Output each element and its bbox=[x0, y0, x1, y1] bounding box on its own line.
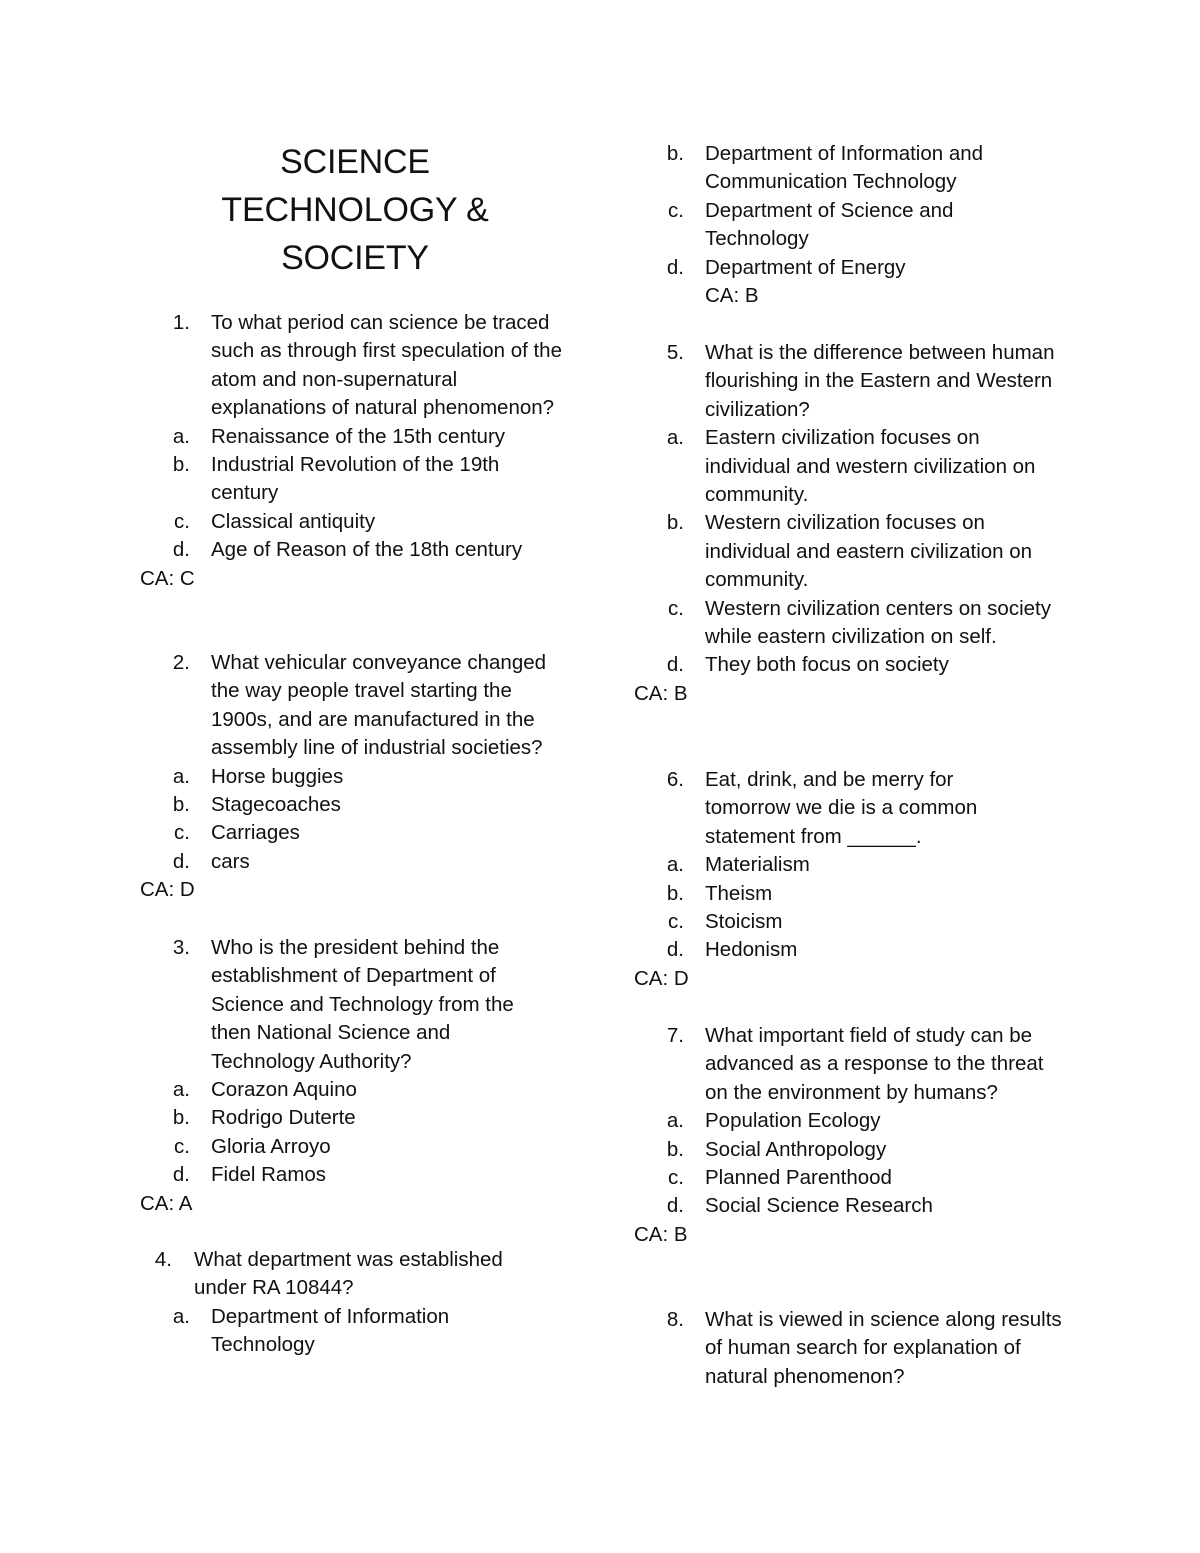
choice-letter: c. bbox=[174, 509, 190, 533]
choice-text: Department of Science and Technology bbox=[705, 198, 954, 251]
choice-text: Gloria Arroyo bbox=[211, 1134, 331, 1158]
question-text-row bbox=[140, 1246, 540, 1303]
choice-letter: a. bbox=[666, 426, 684, 450]
choice-a bbox=[140, 763, 572, 791]
question-text: To what period can science be traced such as through first speculation of the atom and non-supernatural explanations of natural phenomenon? bbox=[211, 311, 562, 420]
question-6 bbox=[634, 766, 1014, 993]
choice-letter: b. bbox=[172, 453, 190, 477]
choice-text: Western civilization centers on society while eastern civilization on self. bbox=[705, 596, 1051, 649]
choice-letter: c. bbox=[174, 821, 190, 845]
choice-text: Age of Reason of the 18th century bbox=[211, 538, 523, 562]
choice-b bbox=[634, 1136, 1059, 1164]
choice-letter: c. bbox=[668, 198, 684, 222]
choice-letter: a. bbox=[172, 1304, 190, 1328]
question-text-row bbox=[140, 309, 572, 423]
choice-letter: c. bbox=[668, 1166, 684, 1190]
choice-b bbox=[140, 1104, 550, 1132]
choice-b bbox=[634, 509, 1064, 594]
choice-letter: b. bbox=[666, 881, 684, 905]
correct-answer: CA: B bbox=[705, 284, 759, 308]
choice-text: They both focus on society bbox=[705, 653, 949, 677]
choice-a bbox=[140, 423, 572, 451]
choice-text: Renaissance of the 15th century bbox=[211, 424, 506, 448]
choice-text: Rodrigo Duterte bbox=[211, 1106, 356, 1130]
question-number: 4. bbox=[154, 1248, 172, 1271]
choice-text: Western civilization focuses on individual and eastern civilization on community. bbox=[705, 511, 1033, 592]
choice-a bbox=[634, 424, 1064, 509]
choice-text: Stoicism bbox=[705, 910, 783, 934]
choice-c bbox=[634, 1164, 1059, 1192]
choice-text: Eastern civilization focuses on individual and western civilization on community. bbox=[705, 426, 1036, 507]
choice-b bbox=[140, 451, 572, 508]
choice-letter: a. bbox=[666, 853, 684, 877]
question-number: 7. bbox=[666, 1024, 684, 1047]
choice-letter: b. bbox=[172, 1106, 190, 1130]
choice-text: Fidel Ramos bbox=[211, 1163, 327, 1187]
question-text-row bbox=[140, 649, 572, 763]
choice-a bbox=[140, 1076, 550, 1104]
correct-answer: CA: D bbox=[140, 878, 195, 902]
choice-text: Hedonism bbox=[705, 938, 798, 962]
question-number: 6. bbox=[666, 768, 684, 791]
question-3 bbox=[140, 934, 550, 1218]
choice-text: Social Science Research bbox=[705, 1194, 933, 1218]
correct-answer: CA: A bbox=[140, 1191, 193, 1215]
choice-d bbox=[140, 1161, 550, 1189]
choice-c bbox=[140, 819, 572, 847]
choice-letter: d. bbox=[172, 849, 190, 873]
choice-letter: d. bbox=[666, 653, 684, 677]
choice-a bbox=[634, 1107, 1059, 1135]
question-number: 1. bbox=[172, 311, 190, 334]
choice-d bbox=[140, 848, 572, 876]
choice-text: Carriages bbox=[211, 821, 300, 845]
question-text-row bbox=[634, 1306, 1066, 1391]
choice-letter: d. bbox=[172, 1163, 190, 1187]
choice-letter: b. bbox=[666, 1137, 684, 1161]
choice-text: Theism bbox=[705, 881, 773, 905]
choice-d bbox=[634, 936, 1014, 964]
title-line: TECHNOLOGY & bbox=[221, 191, 489, 229]
choice-b bbox=[634, 880, 1014, 908]
choice-letter: a. bbox=[172, 424, 190, 448]
correct-answer: CA: C bbox=[140, 566, 195, 590]
choice-text: Horse buggies bbox=[211, 764, 344, 788]
choice-text: Department of Energy bbox=[705, 255, 906, 279]
choice-b bbox=[634, 140, 1014, 197]
question-5 bbox=[634, 339, 1064, 708]
choice-letter: a. bbox=[172, 764, 190, 788]
choice-a bbox=[634, 851, 1014, 879]
choice-c bbox=[634, 197, 994, 254]
question-number: 5. bbox=[666, 341, 684, 364]
question-number: 2. bbox=[172, 651, 190, 674]
choice-text: Social Anthropology bbox=[705, 1137, 887, 1161]
choice-letter: c. bbox=[668, 596, 684, 620]
choice-c bbox=[140, 508, 572, 536]
correct-answer: CA: B bbox=[634, 681, 688, 705]
choice-text: Department of Information Technology bbox=[211, 1304, 450, 1357]
choice-a bbox=[140, 1303, 480, 1360]
question-text: What vehicular conveyance changed the way people travel starting the 1900s, and are manufactured in the assembly line of industrial societies? bbox=[211, 651, 547, 760]
question-text: Who is the president behind the establishment of Department of Science and Technology from the then National Science and Technology Authority? bbox=[211, 936, 514, 1073]
choice-text: Population Ecology bbox=[705, 1109, 881, 1133]
choice-letter: d. bbox=[666, 938, 684, 962]
choice-d bbox=[634, 651, 1064, 679]
question-text: Eat, drink, and be merry for tomorrow we die is a common statement from ______. bbox=[705, 768, 978, 848]
choice-letter: d. bbox=[666, 255, 684, 279]
choice-d bbox=[634, 1192, 1059, 1220]
choice-c bbox=[634, 908, 1014, 936]
choice-d bbox=[634, 254, 1014, 282]
choice-letter: a. bbox=[172, 1078, 190, 1102]
question-4 bbox=[140, 1246, 540, 1360]
question-7 bbox=[634, 1022, 1059, 1249]
choice-text: Department of Information and Communication Technology bbox=[705, 142, 984, 194]
question-text: What is the difference between human flourishing in the Eastern and Western civilization? bbox=[705, 341, 1055, 421]
choice-letter: b. bbox=[172, 793, 190, 817]
choice-letter: b. bbox=[666, 142, 684, 165]
correct-answer: CA: B bbox=[634, 1222, 688, 1246]
question-text: What department was established under RA 10844? bbox=[194, 1248, 503, 1300]
choice-letter: d. bbox=[666, 1194, 684, 1218]
choice-text: Classical antiquity bbox=[211, 509, 376, 533]
choice-text: Planned Parenthood bbox=[705, 1166, 892, 1190]
question-4-continued bbox=[634, 140, 1014, 310]
choice-text: Stagecoaches bbox=[211, 793, 341, 817]
choice-text: Materialism bbox=[705, 853, 810, 877]
choice-letter: a. bbox=[666, 1109, 684, 1133]
question-text-row bbox=[634, 766, 1014, 851]
page-title bbox=[140, 138, 570, 282]
question-8 bbox=[634, 1306, 1066, 1391]
choice-text: Corazon Aquino bbox=[211, 1078, 357, 1102]
question-text-row bbox=[634, 1022, 1059, 1107]
question-1 bbox=[140, 309, 572, 593]
question-text-row bbox=[634, 339, 1064, 424]
correct-answer: CA: D bbox=[634, 966, 689, 990]
title-line: SOCIETY bbox=[281, 239, 429, 277]
choice-d bbox=[140, 536, 572, 564]
choice-letter: c. bbox=[668, 910, 684, 934]
choice-b bbox=[140, 791, 572, 819]
choice-text: cars bbox=[211, 849, 250, 873]
question-text: What is viewed in science along results of human search for explanation of natural phenomenon? bbox=[705, 1308, 1062, 1388]
question-text-row bbox=[140, 934, 550, 1076]
choice-c bbox=[140, 1133, 550, 1161]
title-line: SCIENCE bbox=[280, 143, 430, 181]
choice-text: Industrial Revolution of the 19th century bbox=[211, 453, 500, 505]
choice-c bbox=[634, 595, 1064, 652]
question-text: What important field of study can be advanced as a response to the threat on the environment by humans? bbox=[705, 1024, 1044, 1104]
choice-letter: d. bbox=[172, 538, 190, 562]
choice-letter: c. bbox=[174, 1134, 190, 1158]
choice-letter: b. bbox=[666, 511, 684, 535]
question-2 bbox=[140, 649, 572, 905]
question-number: 3. bbox=[172, 936, 190, 959]
question-number: 8. bbox=[666, 1308, 684, 1331]
